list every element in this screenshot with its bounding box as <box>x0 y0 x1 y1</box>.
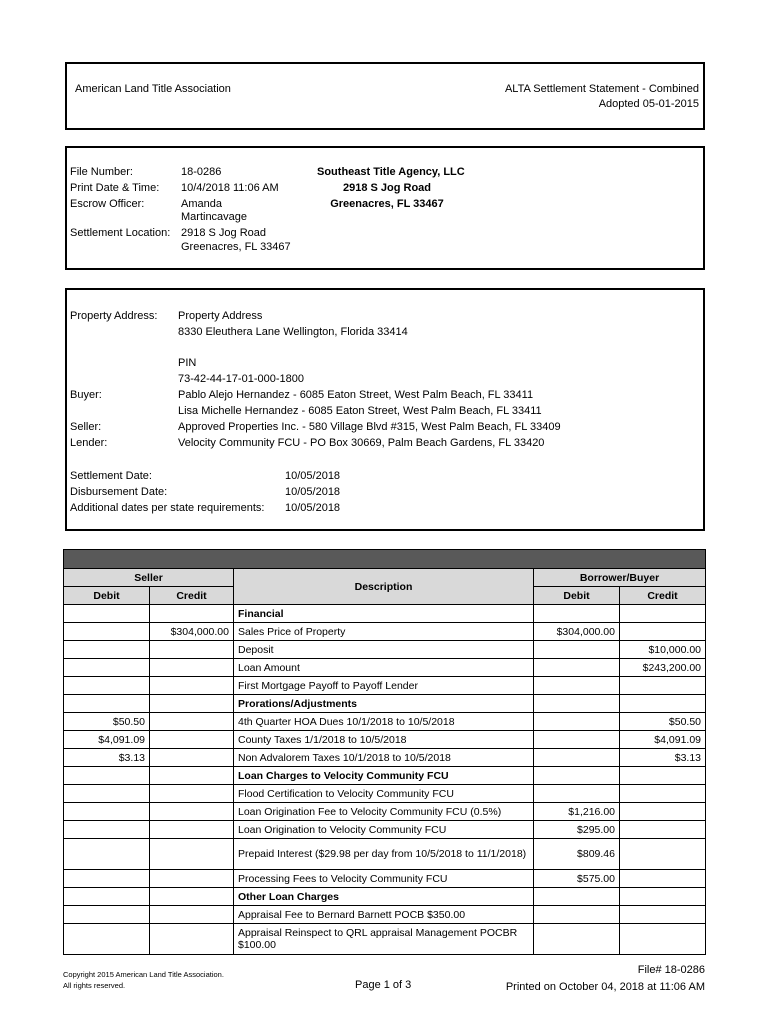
seller-credit-cell <box>150 888 234 906</box>
description-cell: County Taxes 1/1/2018 to 10/5/2018 <box>234 731 534 749</box>
page-number: Page 1 of 3 <box>355 979 412 991</box>
description-cell: Appraisal Reinspect to QRL appraisal Management POCBR $100.00 <box>234 924 534 955</box>
file-info-box <box>65 146 705 270</box>
buyer-debit-cell: $304,000.00 <box>534 623 620 641</box>
buyer-credit-cell: $243,200.00 <box>620 659 706 677</box>
seller-credit-cell <box>150 906 234 924</box>
description-header: Description <box>234 569 534 605</box>
seller-debit-cell <box>64 767 150 785</box>
buyer-credit-cell <box>620 906 706 924</box>
table-row <box>64 821 706 839</box>
buyer-debit-cell <box>534 695 620 713</box>
buyer-debit-cell <box>534 713 620 731</box>
file-number-label: File Number: <box>70 166 133 178</box>
settlement-table <box>63 549 706 955</box>
description-cell: Prepaid Interest ($29.98 per day from 10/5/2018 to 11/1/2018) <box>234 839 534 870</box>
seller-debit-cell <box>64 870 150 888</box>
buyer-credit-cell <box>620 623 706 641</box>
document-title: ALTA Settlement Statement - Combined <box>504 83 699 95</box>
settlement-location-label: Settlement Location: <box>70 227 171 239</box>
disbursement-date-label: Disbursement Date: <box>70 486 168 498</box>
seller-credit-cell <box>150 659 234 677</box>
seller-debit-cell <box>64 803 150 821</box>
seller-debit-cell <box>64 677 150 695</box>
seller-header: Seller <box>64 569 234 587</box>
seller-credit-cell <box>150 803 234 821</box>
buyer-debit-header: Debit <box>534 587 620 605</box>
lender-value: Velocity Community FCU - PO Box 30669, Palm Beach Gardens, FL 33420 <box>178 437 545 449</box>
description-cell: Other Loan Charges <box>234 888 534 906</box>
buyer-credit-cell <box>620 677 706 695</box>
table-row <box>64 749 706 767</box>
table-row <box>64 641 706 659</box>
seller-debit-cell: $4,091.09 <box>64 731 150 749</box>
seller-credit-cell <box>150 821 234 839</box>
table-row <box>64 924 706 955</box>
buyer-credit-cell <box>620 767 706 785</box>
description-cell: Flood Certification to Velocity Community FCU <box>234 785 534 803</box>
description-cell: Non Advalorem Taxes 10/1/2018 to 10/5/2018 <box>234 749 534 767</box>
buyer-debit-cell <box>534 731 620 749</box>
seller-credit-cell <box>150 767 234 785</box>
buyer-credit-cell <box>620 785 706 803</box>
description-cell: Sales Price of Property <box>234 623 534 641</box>
buyer-debit-cell: $1,216.00 <box>534 803 620 821</box>
table-row <box>64 731 706 749</box>
seller-credit-cell <box>150 870 234 888</box>
printed-on: Printed on October 04, 2018 at 11:06 AM <box>505 981 705 993</box>
seller-debit-cell: $3.13 <box>64 749 150 767</box>
buyer-credit-cell <box>620 803 706 821</box>
buyer-credit-cell: $10,000.00 <box>620 641 706 659</box>
table-row <box>64 677 706 695</box>
description-cell: Processing Fees to Velocity Community FCU <box>234 870 534 888</box>
seller-label: Seller: <box>70 421 102 433</box>
buyer-debit-cell <box>534 888 620 906</box>
property-address-value: 8330 Eleuthera Lane Wellington, Florida 33414 <box>178 326 408 338</box>
buyer-credit-cell <box>620 924 706 955</box>
additional-date: 10/05/2018 <box>285 502 341 514</box>
agency-name: Southeast Title Agency, LLC <box>317 166 465 178</box>
table-row <box>64 906 706 924</box>
seller-credit-cell <box>150 785 234 803</box>
section-row <box>64 888 706 906</box>
buyer-header: Borrower/Buyer <box>534 569 706 587</box>
seller-value: Approved Properties Inc. - 580 Village Blvd #315, West Palm Beach, FL 33409 <box>178 421 561 433</box>
seller-credit-cell <box>150 641 234 659</box>
pin-label: PIN <box>178 357 197 369</box>
settlement-location-line1: 2918 S Jog Road <box>181 227 267 239</box>
description-cell: Deposit <box>234 641 534 659</box>
buyer-debit-cell <box>534 659 620 677</box>
escrow-officer-line1: Amanda <box>181 198 222 210</box>
buyer-credit-cell <box>620 605 706 623</box>
buyer-credit-header: Credit <box>620 587 706 605</box>
print-date-label: Print Date & Time: <box>70 182 160 194</box>
additional-dates-label: Additional dates per state requirements: <box>70 502 265 514</box>
buyer-debit-cell: $295.00 <box>534 821 620 839</box>
buyer-credit-cell <box>620 870 706 888</box>
buyer-debit-cell <box>534 785 620 803</box>
buyer-debit-cell <box>534 906 620 924</box>
property-box <box>65 288 705 531</box>
agency-address-1: 2918 S Jog Road <box>342 182 432 194</box>
header-box <box>65 62 705 130</box>
seller-credit-cell <box>150 677 234 695</box>
seller-credit-cell <box>150 839 234 870</box>
section-row <box>64 767 706 785</box>
section-row <box>64 605 706 623</box>
agency-address-2: Greenacres, FL 33467 <box>330 198 444 210</box>
footer-file-number: File# 18-0286 <box>637 964 705 976</box>
seller-debit-cell <box>64 605 150 623</box>
seller-debit-cell: $50.50 <box>64 713 150 731</box>
buyer-credit-cell: $4,091.09 <box>620 731 706 749</box>
description-cell: First Mortgage Payoff to Payoff Lender <box>234 677 534 695</box>
table-title-bar <box>64 550 706 569</box>
seller-credit-cell <box>150 713 234 731</box>
seller-debit-cell <box>64 924 150 955</box>
description-cell: Financial <box>234 605 534 623</box>
description-cell: Loan Origination Fee to Velocity Community FCU (0.5%) <box>234 803 534 821</box>
buyer-debit-cell <box>534 641 620 659</box>
description-cell: Prorations/Adjustments <box>234 695 534 713</box>
table-row <box>64 713 706 731</box>
buyer-credit-cell <box>620 695 706 713</box>
settlement-location-line2: Greenacres, FL 33467 <box>181 241 291 253</box>
seller-debit-cell <box>64 695 150 713</box>
settlement-date: 10/05/2018 <box>285 470 341 482</box>
table-group-header <box>64 569 706 587</box>
section-row <box>64 695 706 713</box>
seller-debit-cell <box>64 623 150 641</box>
org-name: American Land Title Association <box>75 83 231 95</box>
settlement-date-label: Settlement Date: <box>70 470 152 482</box>
table-row <box>64 659 706 677</box>
buyer-credit-cell <box>620 888 706 906</box>
seller-credit-cell <box>150 695 234 713</box>
copyright: Copyright 2015 American Land Title Association. <box>63 970 224 979</box>
seller-debit-cell <box>64 659 150 677</box>
buyer-label: Buyer: <box>70 389 102 401</box>
buyer-debit-cell <box>534 767 620 785</box>
table-row <box>64 870 706 888</box>
escrow-officer-line2: Martincavage <box>181 211 248 223</box>
table-row <box>64 839 706 870</box>
table-row <box>64 785 706 803</box>
seller-debit-cell <box>64 821 150 839</box>
buyer-debit-cell: $575.00 <box>534 870 620 888</box>
description-cell: Appraisal Fee to Bernard Barnett POCB $350.00 <box>234 906 534 924</box>
table-row <box>64 623 706 641</box>
buyer-credit-cell <box>620 839 706 870</box>
buyer-debit-cell: $809.46 <box>534 839 620 870</box>
property-address-title: Property Address <box>178 310 263 322</box>
description-cell: Loan Origination to Velocity Community FCU <box>234 821 534 839</box>
seller-credit-header: Credit <box>150 587 234 605</box>
escrow-officer-label: Escrow Officer: <box>70 198 145 210</box>
seller-debit-cell <box>64 839 150 870</box>
seller-credit-cell <box>150 731 234 749</box>
seller-credit-cell <box>150 605 234 623</box>
seller-credit-cell: $304,000.00 <box>150 623 234 641</box>
buyer-debit-cell <box>534 677 620 695</box>
buyer-credit-cell: $3.13 <box>620 749 706 767</box>
buyer-debit-cell <box>534 924 620 955</box>
adopted-date: Adopted 05-01-2015 <box>598 98 699 110</box>
pin-value: 73-42-44-17-01-000-1800 <box>178 373 304 385</box>
buyer-2: Lisa Michelle Hernandez - 6085 Eaton Street, West Palm Beach, FL 33411 <box>178 405 542 417</box>
seller-debit-cell <box>64 641 150 659</box>
lender-label: Lender: <box>70 437 108 449</box>
print-date: 10/4/2018 11:06 AM <box>181 182 279 194</box>
description-cell: Loan Amount <box>234 659 534 677</box>
buyer-credit-cell <box>620 821 706 839</box>
table-row <box>64 803 706 821</box>
seller-credit-cell <box>150 924 234 955</box>
file-number: 18-0286 <box>181 166 222 178</box>
seller-debit-cell <box>64 888 150 906</box>
buyer-debit-cell <box>534 749 620 767</box>
description-cell: Loan Charges to Velocity Community FCU <box>234 767 534 785</box>
buyer-credit-cell: $50.50 <box>620 713 706 731</box>
seller-debit-cell <box>64 785 150 803</box>
seller-debit-header: Debit <box>64 587 150 605</box>
buyer-1: Pablo Alejo Hernandez - 6085 Eaton Street, West Palm Beach, FL 33411 <box>178 389 534 401</box>
seller-credit-cell <box>150 749 234 767</box>
property-address-label: Property Address: <box>70 310 158 322</box>
description-cell: 4th Quarter HOA Dues 10/1/2018 to 10/5/2018 <box>234 713 534 731</box>
disbursement-date: 10/05/2018 <box>285 486 341 498</box>
buyer-debit-cell <box>534 605 620 623</box>
seller-debit-cell <box>64 906 150 924</box>
rights-reserved: All rights reserved. <box>63 981 126 990</box>
